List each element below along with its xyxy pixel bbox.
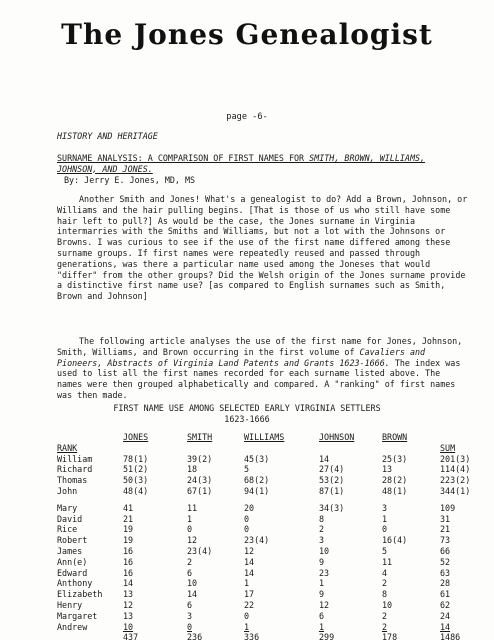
- count-cell: 68(2): [244, 475, 270, 486]
- count-cell: 17: [244, 589, 255, 600]
- paragraph-2-text-a: The following article analyses the use of the first name for Jones, Johnson, Smith, Williams, and Brown occurring in the first volume of: [57, 336, 463, 357]
- count-cell: 0: [382, 524, 388, 535]
- count-cell: 51(2): [123, 464, 149, 475]
- count-cell: 13: [123, 610, 134, 621]
- count-cell: 6: [319, 610, 325, 621]
- count-cell: 28: [440, 578, 451, 589]
- totals: [57, 632, 480, 643]
- count-cell: 67(1): [187, 485, 213, 496]
- first-name-cell: James: [57, 545, 83, 556]
- total-cell: [57, 632, 123, 643]
- count-cell: 62: [440, 599, 451, 610]
- table-subtitle: 1623-1666: [224, 414, 270, 424]
- total-cell: 299: [319, 632, 335, 643]
- count-cell: 2: [382, 621, 388, 632]
- count-cell: 223(2): [440, 475, 471, 486]
- count-cell: 66: [440, 545, 451, 556]
- table-row: [57, 622, 480, 633]
- article-paragraph-2: [57, 336, 469, 401]
- count-cell: 3: [187, 610, 193, 621]
- article-title-names: SMITH, BROWN, WILLIAMS, JOHNSON, AND JONES.: [57, 153, 426, 174]
- paragraph-2-text-b: The index was used to list all the first names recorded for each surname listed above. The names were then grouped alphabetically and compared. A "ranking" of first names was then made.: [57, 357, 461, 400]
- table-row: [57, 611, 480, 622]
- count-cell: 14: [319, 453, 330, 464]
- first-name-cell: Margaret: [57, 610, 98, 621]
- count-cell: 27(4): [319, 464, 345, 475]
- count-cell: 344(1): [440, 485, 471, 496]
- count-cell: 22: [244, 599, 255, 610]
- section-heading: HISTORY AND HERITAGE: [57, 131, 158, 141]
- ranked-rows: [57, 454, 480, 497]
- count-cell: 1: [382, 513, 388, 524]
- count-cell: 1: [319, 578, 325, 589]
- count-cell: 24(3): [187, 475, 213, 486]
- table-row: [57, 546, 480, 557]
- count-cell: 8: [319, 513, 325, 524]
- table-title: FIRST NAME USE AMONG SELECTED EARLY VIRGINIA SETTLERS: [113, 403, 381, 413]
- table-row: [57, 578, 480, 589]
- table-row: [57, 600, 480, 611]
- count-cell: 14: [123, 578, 134, 589]
- count-cell: 1: [319, 621, 325, 632]
- count-cell: 11: [187, 502, 198, 513]
- count-cell: 9: [319, 556, 325, 567]
- count-cell: 1: [244, 578, 250, 589]
- count-cell: 16: [123, 567, 134, 578]
- table-header-spacer: [57, 432, 123, 443]
- count-cell: 11: [382, 556, 393, 567]
- count-cell: 3: [319, 535, 325, 546]
- count-cell: 2: [319, 524, 325, 535]
- count-cell: 4: [382, 567, 388, 578]
- table-header-spacer: [440, 432, 480, 443]
- table-header-smith: SMITH: [187, 432, 213, 442]
- count-cell: 0: [244, 610, 250, 621]
- first-name-cell: Ann(e): [57, 556, 88, 567]
- count-cell: 0: [187, 621, 193, 632]
- table-header-jones: JONES: [123, 432, 149, 442]
- count-cell: 0: [244, 524, 250, 535]
- table-row: [57, 557, 480, 568]
- table-row: [57, 568, 480, 579]
- count-cell: 114(4): [440, 464, 471, 475]
- table-row: [57, 589, 480, 600]
- count-cell: 48(4): [123, 485, 149, 496]
- count-cell: 2: [382, 578, 388, 589]
- count-cell: 109: [440, 502, 456, 513]
- count-cell: 14: [244, 567, 255, 578]
- count-cell: 19: [123, 535, 134, 546]
- table-header-williams: WILLIAMS: [244, 432, 285, 442]
- first-name-cell: Andrew: [57, 621, 88, 632]
- count-cell: 5: [244, 464, 250, 475]
- count-cell: 6: [187, 567, 193, 578]
- page-number: page -6-: [226, 112, 268, 122]
- first-name-cell: John: [57, 485, 78, 496]
- article-title: [57, 153, 452, 174]
- table-row: [57, 503, 480, 514]
- count-cell: 2: [187, 556, 193, 567]
- count-cell: 73: [440, 535, 451, 546]
- count-cell: 10: [319, 545, 330, 556]
- count-cell: 12: [244, 545, 255, 556]
- count-cell: 12: [319, 599, 330, 610]
- first-name-table: [57, 432, 480, 643]
- total-cell: 236: [187, 632, 203, 643]
- count-cell: 8: [382, 589, 388, 600]
- article-byline: By: Jerry E. Jones, MD, MS: [64, 175, 196, 185]
- table-header-brown: BROWN: [382, 432, 408, 442]
- count-cell: 18: [187, 464, 198, 475]
- count-cell: 23(4): [244, 535, 270, 546]
- table-header-rank: RANK: [57, 442, 78, 453]
- table-row: [57, 475, 480, 486]
- first-name-cell: David: [57, 513, 83, 524]
- count-cell: 23: [319, 567, 330, 578]
- count-cell: 53(2): [319, 475, 345, 486]
- count-cell: 0: [244, 513, 250, 524]
- count-cell: 13: [123, 589, 134, 600]
- count-cell: 21: [123, 513, 134, 524]
- count-cell: 50(3): [123, 475, 149, 486]
- count-cell: 16: [123, 545, 134, 556]
- first-name-cell: Edward: [57, 567, 88, 578]
- count-cell: 9: [319, 589, 325, 600]
- table-row: [57, 514, 480, 525]
- count-cell: 20: [244, 502, 255, 513]
- count-cell: 1: [244, 621, 250, 632]
- first-name-cell: Elizabeth: [57, 589, 103, 600]
- newsletter-masthead: The Jones Genealogist: [61, 18, 433, 51]
- first-name-cell: Mary: [57, 502, 78, 513]
- count-cell: 2: [382, 610, 388, 621]
- table-row: [57, 524, 480, 535]
- count-cell: 14: [440, 621, 451, 632]
- count-cell: 94(1): [244, 485, 270, 496]
- count-cell: 3: [382, 502, 388, 513]
- article-title-text: SURNAME ANALYSIS: A COMPARISON OF FIRST NAMES FOR: [57, 153, 310, 163]
- total-cell: 1486: [440, 632, 461, 643]
- totals-row: [57, 632, 480, 643]
- total-cell: 437: [123, 632, 139, 643]
- count-cell: 14: [244, 556, 255, 567]
- table-row: [57, 464, 480, 475]
- first-name-cell: William: [57, 453, 93, 464]
- count-cell: 13: [382, 464, 393, 475]
- count-cell: 39(2): [187, 453, 213, 464]
- count-cell: 52: [440, 556, 451, 567]
- count-cell: 63: [440, 567, 451, 578]
- first-name-cell: Anthony: [57, 578, 93, 589]
- total-cell: 336: [244, 632, 260, 643]
- count-cell: 19: [123, 524, 134, 535]
- count-cell: 45(3): [244, 453, 270, 464]
- count-cell: 34(3): [319, 502, 345, 513]
- count-cell: 28(2): [382, 475, 408, 486]
- count-cell: 48(1): [382, 485, 408, 496]
- table-row: [57, 486, 480, 497]
- count-cell: 23(4): [187, 545, 213, 556]
- table-row: [57, 535, 480, 546]
- first-name-cell: Thomas: [57, 475, 88, 486]
- count-cell: 24: [440, 610, 451, 621]
- count-cell: 16: [123, 556, 134, 567]
- count-cell: 201(3): [440, 453, 471, 464]
- count-cell: 61: [440, 589, 451, 600]
- count-cell: 10: [123, 621, 134, 632]
- first-name-cell: Robert: [57, 535, 88, 546]
- count-cell: 41: [123, 502, 134, 513]
- table-header-johnson: JOHNSON: [319, 432, 355, 442]
- total-cell: 178: [382, 632, 398, 643]
- first-name-cell: Henry: [57, 599, 83, 610]
- count-cell: 21: [440, 524, 451, 535]
- count-cell: 12: [187, 535, 198, 546]
- table-subheader-row: [57, 443, 480, 454]
- count-cell: 5: [382, 545, 388, 556]
- count-cell: 78(1): [123, 453, 149, 464]
- paragraph-2-book-title: Cavaliers and Pioneers, Abstracts of Virginia Land Patents and Grants 1623-1666.: [57, 346, 426, 368]
- article-paragraph-1: Another Smith and Jones! What's a genealogist to do? Add a Brown, Johnson, or Williams and the hair pulling begins. [That is those of us who still have some hair left to pull?] As would be the case, the Jones surname in Virginia intermarries with the Smiths and Williams, but not a lot with the Johnsons or Browns. I was curious to see if the use of the first name differed among these surname groups. If first names were repeatedly reused and passed through generations, was there a particular name used among the Joneses that would "differ" from the other groups? Did the Welsh origin of the Jones surname provide a distinctive first name use? [as compared to English surnames such as Smith, Brown and Johnson]: [57, 194, 468, 302]
- count-cell: 12: [123, 599, 134, 610]
- count-cell: 31: [440, 513, 451, 524]
- count-cell: 6: [187, 599, 193, 610]
- count-cell: 1: [187, 513, 193, 524]
- first-name-cell: Rice: [57, 524, 78, 535]
- count-cell: 10: [187, 578, 198, 589]
- table-header-row: [57, 432, 480, 443]
- table-row: [57, 454, 480, 465]
- count-cell: 0: [187, 524, 193, 535]
- other-rows: [57, 503, 480, 633]
- count-cell: 25(3): [382, 453, 408, 464]
- first-name-cell: Richard: [57, 464, 93, 475]
- count-cell: 14: [187, 589, 198, 600]
- count-cell: 87(1): [319, 485, 345, 496]
- count-cell: 10: [382, 599, 393, 610]
- table-header-sum: SUM: [440, 442, 456, 453]
- count-cell: 16(4): [382, 535, 408, 546]
